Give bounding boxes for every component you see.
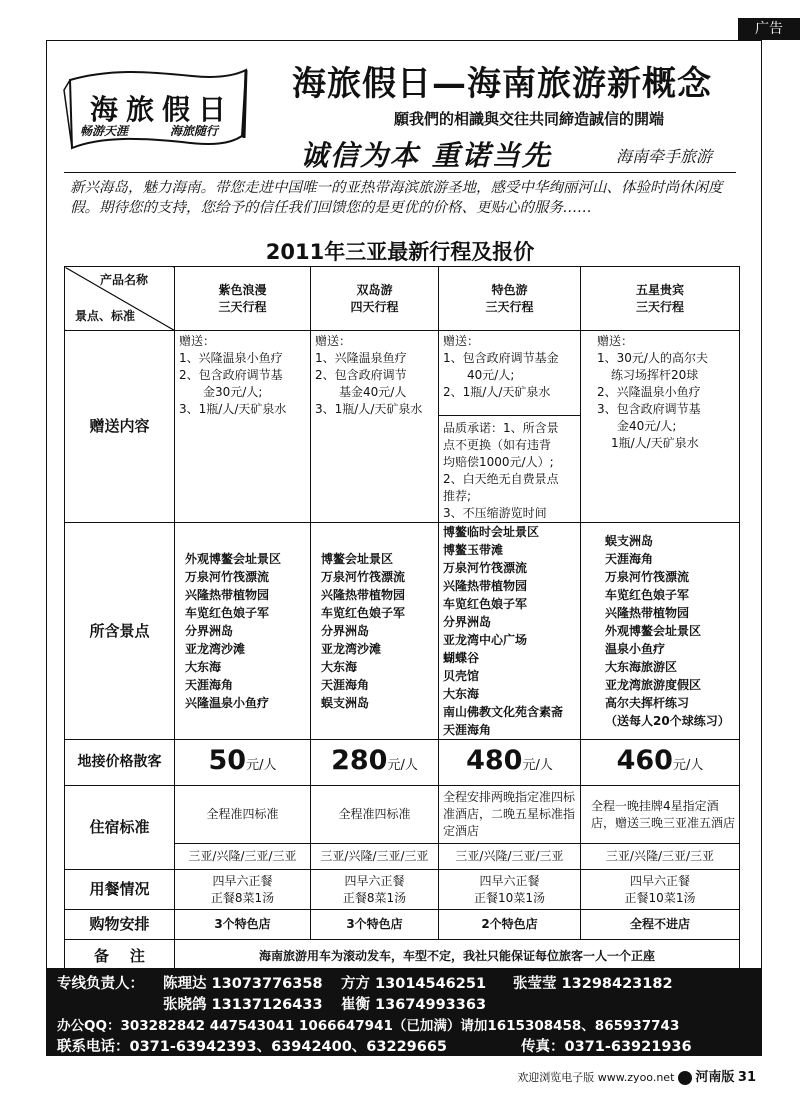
shop-cell: 全程不进店	[581, 910, 740, 940]
route-cell: 三亚/兴隆/三亚/三亚	[311, 844, 439, 870]
price-cell: 50元/人	[175, 740, 311, 786]
price-cell: 480元/人	[439, 740, 581, 786]
route-cell: 三亚/兴隆/三亚/三亚	[175, 844, 311, 870]
row-label: 备 注	[65, 940, 175, 974]
page-number: 31	[737, 1070, 756, 1085]
product-name: 紫色浪漫	[218, 282, 267, 297]
corner-top: 产品名称	[99, 273, 148, 287]
logo-title: 海旅假日	[90, 93, 235, 126]
quality-promise: 品质承诺：1、所含景 点不更换（如有违背 均赔偿1000元/人）; 2、白天绝无自费景点 推荐; 3、不压缩游览时间	[443, 421, 559, 520]
row-label: 用餐情况	[65, 870, 175, 910]
corner-bottom: 景点、标准	[75, 309, 136, 323]
meal-cell: 四早六正餐 正餐8菜1汤	[175, 870, 311, 910]
table-row	[65, 910, 740, 940]
table-row	[65, 740, 740, 786]
table-corner	[65, 267, 175, 331]
table-row	[65, 523, 740, 740]
product-name: 特色游	[491, 282, 528, 297]
contact-person: 陈理达 13073776358	[163, 976, 323, 992]
price-cell: 460元/人	[581, 740, 740, 786]
meal-cell: 四早六正餐 正餐10菜1汤	[581, 870, 740, 910]
price-cell: 280元/人	[311, 740, 439, 786]
row-label: 购物安排	[65, 910, 175, 940]
table-row	[65, 267, 740, 331]
route-cell: 三亚/兴隆/三亚/三亚	[439, 844, 581, 870]
product-days: 三天行程	[218, 299, 267, 314]
table-row	[65, 331, 740, 523]
sights-cell: 外观博鳌会址景区 万泉河竹筏漂流 兴隆热带植物园 车览红色娘子军 分界洲岛 亚龙湾沙滩 大东海 天涯海角 兴隆温泉小鱼疗	[175, 523, 311, 740]
sights-cell: 博鳌会址景区 万泉河竹筏漂流 兴隆热带植物园 车览红色娘子军 分界洲岛 亚龙湾沙滩 大东海 天涯海角 蜈支洲岛	[311, 523, 439, 740]
remark-cell: 海南旅游用车为滚动发车，车型不定，我社只能保证每位旅客一人一个正座	[175, 940, 740, 974]
shop-cell: 3个特色店	[175, 910, 311, 940]
intro-text: 新兴海岛，魅力海南。带您走进中国唯一的亚热带海滨旅游圣地，感受中华绚丽河山、体验时尚休闲度假。期待您的支持，您给予的信任我们回馈您的是更优的价格、更贴心的服务……	[70, 180, 723, 216]
route-cell: 三亚/兴隆/三亚/三亚	[581, 844, 740, 870]
brand-name: 海南牵手旅游	[616, 147, 713, 166]
contact-person: 张晓鸽 13137126433	[163, 997, 323, 1013]
contact-person: 方方 13014546251	[341, 976, 487, 992]
divider	[64, 172, 736, 173]
contact-panel	[47, 968, 761, 1056]
meal-cell: 四早六正餐 正餐8菜1汤	[311, 870, 439, 910]
logo-sub2: 海旅随行	[170, 124, 219, 138]
manager-label: 专线负责人：	[57, 976, 144, 992]
ad-tag: 广告	[738, 18, 800, 40]
shop-cell: 3个特色店	[311, 910, 439, 940]
table-row	[65, 786, 740, 844]
edition-label: 河南版	[695, 1070, 735, 1085]
phone-line: 联系电话：0371-63942393、63942400、63229665	[57, 1039, 448, 1055]
hotel-cell: 全程一晚挂牌4星指定酒店，赠送三晚三亚准五酒店	[581, 786, 740, 844]
page-title: 海旅假日—海南旅游新概念	[292, 64, 712, 104]
product-name: 五星贵宾	[635, 282, 684, 297]
hotel-cell: 全程安排两晚指定准四标准酒店，二晚五星标准指定酒店	[439, 786, 581, 844]
product-days: 三天行程	[635, 299, 684, 314]
product-header	[439, 267, 581, 331]
gift-cell: 赠送： 1、包含政府调节基金 40元/人; 2、1瓶/人/天矿泉水 品质承诺：1、所含景 点不更换（如有违背 均赔偿1000元/人）; 2、白天绝无自费景点 推荐; 3、不压缩游览时间	[439, 331, 581, 523]
page-footer	[517, 1066, 756, 1085]
product-name: 双岛游	[356, 282, 393, 297]
page-subtitle: 願我們的相識與交往共同締造誠信的開端	[394, 110, 665, 128]
sights-cell: 蜈支洲岛 天涯海角 万泉河竹筏漂流 车览红色娘子军 兴隆热带植物园 外观博鳌会址景区 温泉小鱼疗 大东海旅游区 亚龙湾旅游度假区 高尔夫挥杆练习 （送每人20个球练习）	[581, 523, 740, 740]
product-days: 三天行程	[485, 299, 534, 314]
table-row	[65, 870, 740, 910]
slogan: 诚信为本 重诺当先	[300, 139, 552, 172]
itinerary-table	[64, 266, 740, 974]
shop-cell: 2个特色店	[439, 910, 581, 940]
row-label: 地接价格散客	[65, 740, 175, 786]
row-label: 赠送内容	[65, 331, 175, 523]
row-label: 所含景点	[65, 523, 175, 740]
gift-cell: 赠送： 1、兴隆温泉鱼疗 2、包含政府调节 基金40元/人 3、1瓶/人/天矿泉水	[311, 331, 439, 523]
edition-icon	[678, 1071, 692, 1085]
gift-cell: 赠送： 1、兴隆温泉小鱼疗 2、包含政府调节基 金30元/人; 3、1瓶/人/天矿泉水	[175, 331, 311, 523]
hotel-cell: 全程准四标准	[175, 786, 311, 844]
product-header	[175, 267, 311, 331]
browse-text: 欢迎浏览电子版 www.zyoo.net	[517, 1071, 675, 1084]
contact-person: 崔衡 13674993363	[341, 997, 487, 1013]
row-label: 住宿标准	[65, 786, 175, 870]
fax-line: 传真：0371-63921936	[521, 1039, 692, 1055]
product-header	[581, 267, 740, 331]
product-days: 四天行程	[350, 299, 399, 314]
section-title: 2011年三亚最新行程及报价	[265, 240, 535, 264]
gift-cell: 赠送： 1、30元/人的高尔夫 练习场挥杆20球 2、兴隆温泉小鱼疗 3、包含政府调节基 金40元/人; 1瓶/人/天矿泉水	[581, 331, 740, 523]
qq-line: 办公QQ：303282842 447543041 1066647941（已加满）请加1615308458、865937743	[57, 1018, 680, 1034]
logo-sub1: 畅游天涯	[80, 124, 129, 138]
hotel-cell: 全程准四标准	[311, 786, 439, 844]
meal-cell: 四早六正餐 正餐10菜1汤	[439, 870, 581, 910]
product-header	[311, 267, 439, 331]
contact-person: 张莹莹 13298423182	[513, 976, 673, 992]
sights-cell: 博鳌临时会址景区 博鳌玉带滩 万泉河竹筏漂流 兴隆热带植物园 车览红色娘子军 分界洲岛 亚龙湾中心广场 蝴蝶谷 贝壳馆 大东海 南山佛教文化苑含素斋 天涯海角	[439, 523, 581, 740]
